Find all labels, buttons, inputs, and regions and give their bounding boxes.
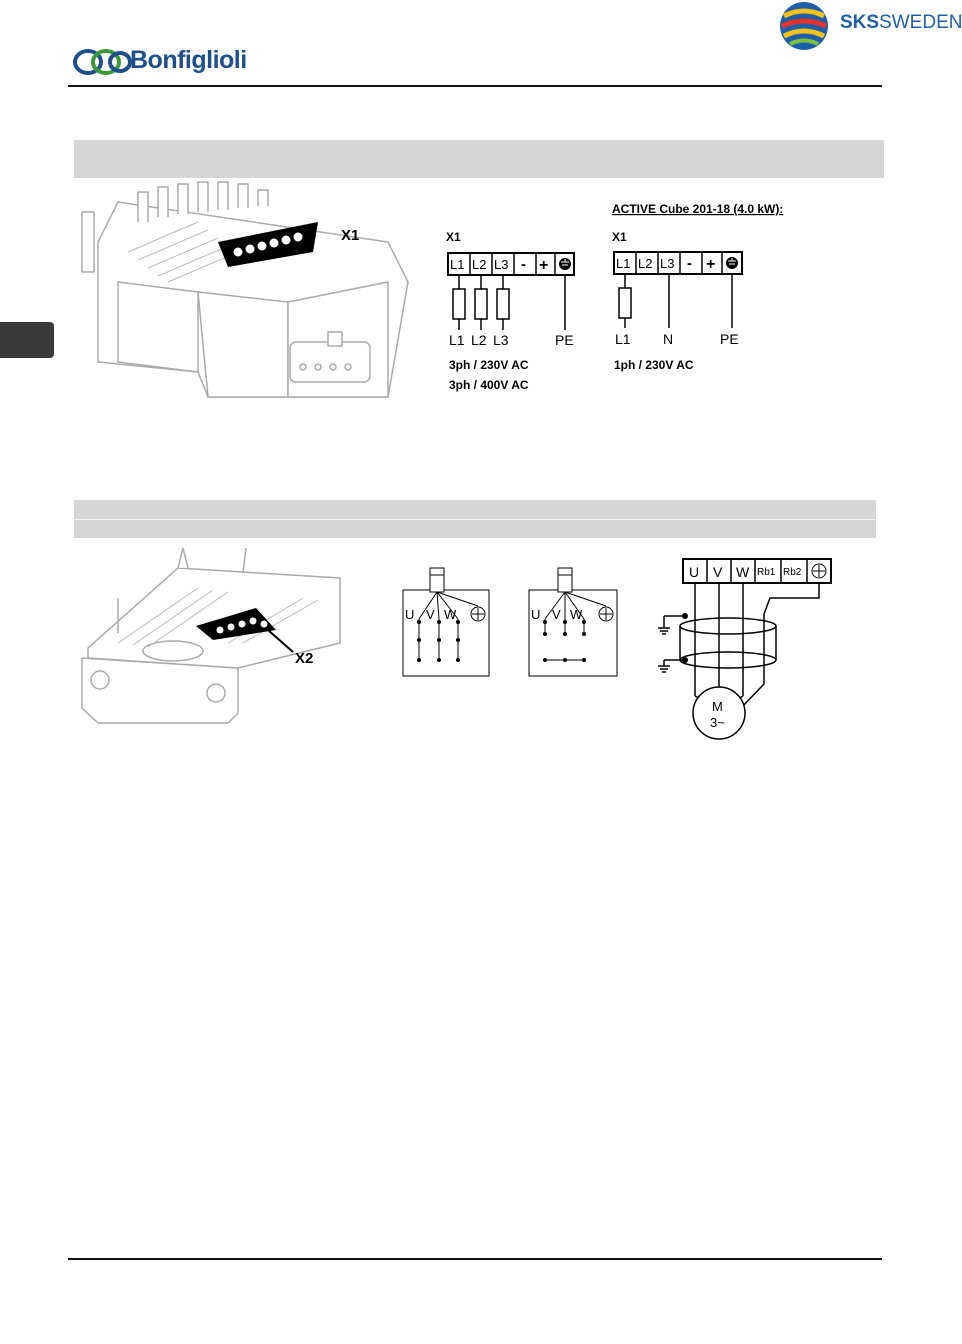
x1-3ph-terminal-l2: L2	[472, 257, 487, 272]
star-connection-box	[402, 564, 492, 678]
x1-3ph-terminal-minus: -	[521, 256, 526, 273]
header-rule	[68, 85, 882, 87]
motor-terminal-w: W	[736, 564, 750, 580]
bonfiglioli-emblem-icon	[72, 44, 132, 78]
x1-3ph-terminal-l1: L1	[450, 257, 465, 272]
x1-3ph-earth-icon	[559, 258, 571, 270]
x1-1ph-wire-n: N	[663, 331, 674, 347]
x1-3ph-terminal-l3: L3	[494, 257, 509, 272]
x1-1ph-wiring-diagram	[605, 198, 805, 378]
x1-3ph-wiring-diagram	[440, 225, 590, 400]
x1-1ph-terminal-plus: +	[706, 256, 716, 273]
x1-3ph-terminal-plus: +	[539, 257, 549, 274]
x1-1ph-connector-label: X1	[612, 230, 627, 244]
x1-3ph-connector-label: X1	[446, 230, 461, 244]
star-terminal-v: V	[426, 607, 435, 622]
device-x1-drawing	[78, 182, 408, 402]
sks-sweden-logo	[778, 0, 962, 52]
sks-spiral-icon	[778, 0, 830, 52]
x1-3ph-wire-l1: L1	[449, 332, 465, 348]
delta-connection-box	[528, 564, 620, 678]
x1-1ph-terminal-l1: L1	[616, 256, 631, 271]
motor-wiring-diagram	[652, 554, 838, 744]
x1-3ph-caption-230v: 3ph / 230V AC	[449, 358, 529, 372]
x1-1ph-wire-l1: L1	[615, 331, 631, 347]
device-x2-drawing	[78, 548, 348, 728]
motor-terminal-rb1: Rb1	[757, 567, 776, 578]
active-cube-heading: ACTIVE Cube 201-18 (4.0 kW):	[612, 202, 784, 216]
section1-heading-band	[74, 140, 884, 178]
delta-earth-icon	[599, 607, 613, 621]
motor-label-m: M	[712, 699, 723, 714]
x1-1ph-terminal-minus: -	[687, 255, 692, 272]
x1-3ph-wire-l3: L3	[493, 332, 509, 348]
star-earth-icon	[471, 607, 485, 621]
star-terminal-w: W	[444, 607, 457, 622]
x1-1ph-caption-230v: 1ph / 230V AC	[614, 358, 694, 372]
footer-rule	[68, 1258, 882, 1260]
x1-1ph-terminal-l2: L2	[638, 256, 653, 271]
motor-terminal-v: V	[713, 564, 723, 580]
x1-1ph-terminal-l3: L3	[660, 256, 675, 271]
sks-wordmark: SKSSWEDEN	[840, 12, 962, 33]
bonfiglioli-logo	[72, 44, 272, 80]
chapter-side-tab	[0, 322, 54, 358]
bonfiglioli-wordmark: Bonfiglioli	[130, 46, 247, 74]
x2-photo-label: X2	[295, 650, 314, 667]
motor-earth-icon	[812, 564, 826, 578]
x1-3ph-wire-pe: PE	[555, 332, 574, 348]
delta-terminal-u: U	[531, 607, 541, 622]
motor-terminal-u: U	[689, 564, 700, 580]
section2-band-divider	[74, 519, 876, 520]
delta-terminal-v: V	[552, 607, 561, 622]
motor-label-3phase: 3~	[710, 715, 725, 730]
delta-terminal-w: W	[570, 607, 583, 622]
x1-3ph-caption-400v: 3ph / 400V AC	[449, 378, 529, 392]
star-terminal-u: U	[405, 607, 415, 622]
x1-photo-label: X1	[341, 227, 360, 244]
x1-1ph-wire-pe: PE	[720, 331, 739, 347]
motor-terminal-rb2: Rb2	[783, 567, 802, 578]
x1-3ph-wire-l2: L2	[471, 332, 487, 348]
x1-1ph-earth-icon	[726, 257, 738, 269]
